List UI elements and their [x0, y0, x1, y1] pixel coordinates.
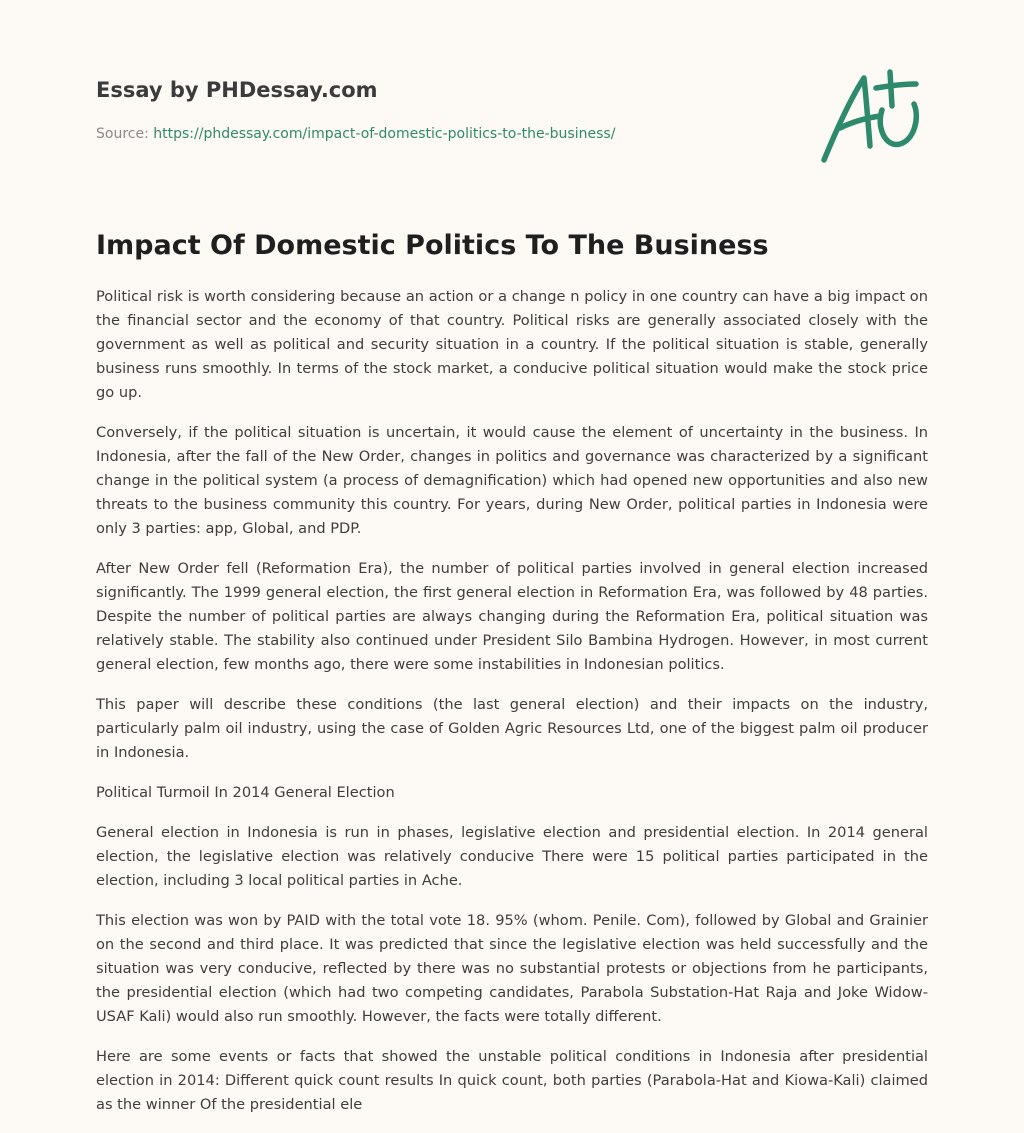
site-brand: Essay by PHDessay.com	[96, 78, 378, 102]
paragraph: This paper will describe these conditions (the last general election) and their impacts on the industry, particularly palm oil industry, using the case of Golden Agric Resources Ltd, one of the biggest palm oil producer in Indonesia.	[96, 696, 928, 761]
source-line	[96, 124, 615, 144]
essay-header	[96, 76, 928, 176]
paragraph: Conversely, if the political situation is uncertain, it would cause the element of uncertainty in the business. In Indonesia, after the fall of the New Order, changes in politics and governance was characterized by a significant change in the political system (a process of demagnification) which had opened new opportunities and also new threats to the business community this country. For years, during New Order, political parties in Indonesia were only 3 parties: app, Global, and PDP.	[96, 424, 928, 537]
essay-title: Impact Of Domestic Politics To The Business	[96, 230, 769, 261]
paragraph: Political risk is worth considering because an action or a change n policy in one country can have a big impact on the financial sector and the economy of that country. Political risks are generally associated closely with the government as well as political and security situation in a country. If the political situation is stable, generally business runs smoothly. In terms of the stock market, a conducive political situation would make the stock price go up.	[96, 288, 928, 401]
source-link[interactable]: https://phdessay.com/impact-of-domestic-politics-to-the-business/	[153, 126, 616, 142]
section-subheading: Political Turmoil In 2014 General Election	[96, 784, 395, 801]
paragraph: General election in Indonesia is run in phases, legislative election and presidential election. In 2014 general election, the legislative election was relatively conducive There were 15 political parties participated in the election, including 3 local political parties in Ache.	[96, 824, 928, 889]
essay-body	[96, 285, 928, 1133]
paragraph: After New Order fell (Reformation Era), the number of political parties involved in general election increased significantly. The 1999 general election, the first general election in Reformation Era, was followed by 48 parties. Despite the number of political parties are always changing during the Reformation Era, political situation was relatively stable. The stability also continued under President Silo Bambina Hydrogen. However, in most current general election, few months ago, there were some instabilities in Indonesian politics.	[96, 560, 928, 673]
a-plus-logo-icon	[818, 66, 928, 166]
source-label: Source:	[96, 126, 149, 142]
essay-page	[96, 0, 928, 1113]
paragraph: Here are some events or facts that showed the unstable political conditions in Indonesia after presidential election in 2014: Different quick count results In quick count, both parties (Parabola-Hat and Kiowa-Kali) claimed as the winner Of the presidential ele	[96, 1048, 928, 1113]
paragraph: This election was won by PAID with the total vote 18. 95% (whom. Penile. Com), followed by Global and Grainier on the second and third place. It was predicted that since the legislative election was held successfully and the situation was very conducive, reflected by there was no substantial protests or objections from he participants, the presidential election (which had two competing candidates, Parabola Substation-Hat Raja and Joke Widow-USAF Kali) would also run smoothly. However, the facts were totally different.	[96, 912, 928, 1025]
